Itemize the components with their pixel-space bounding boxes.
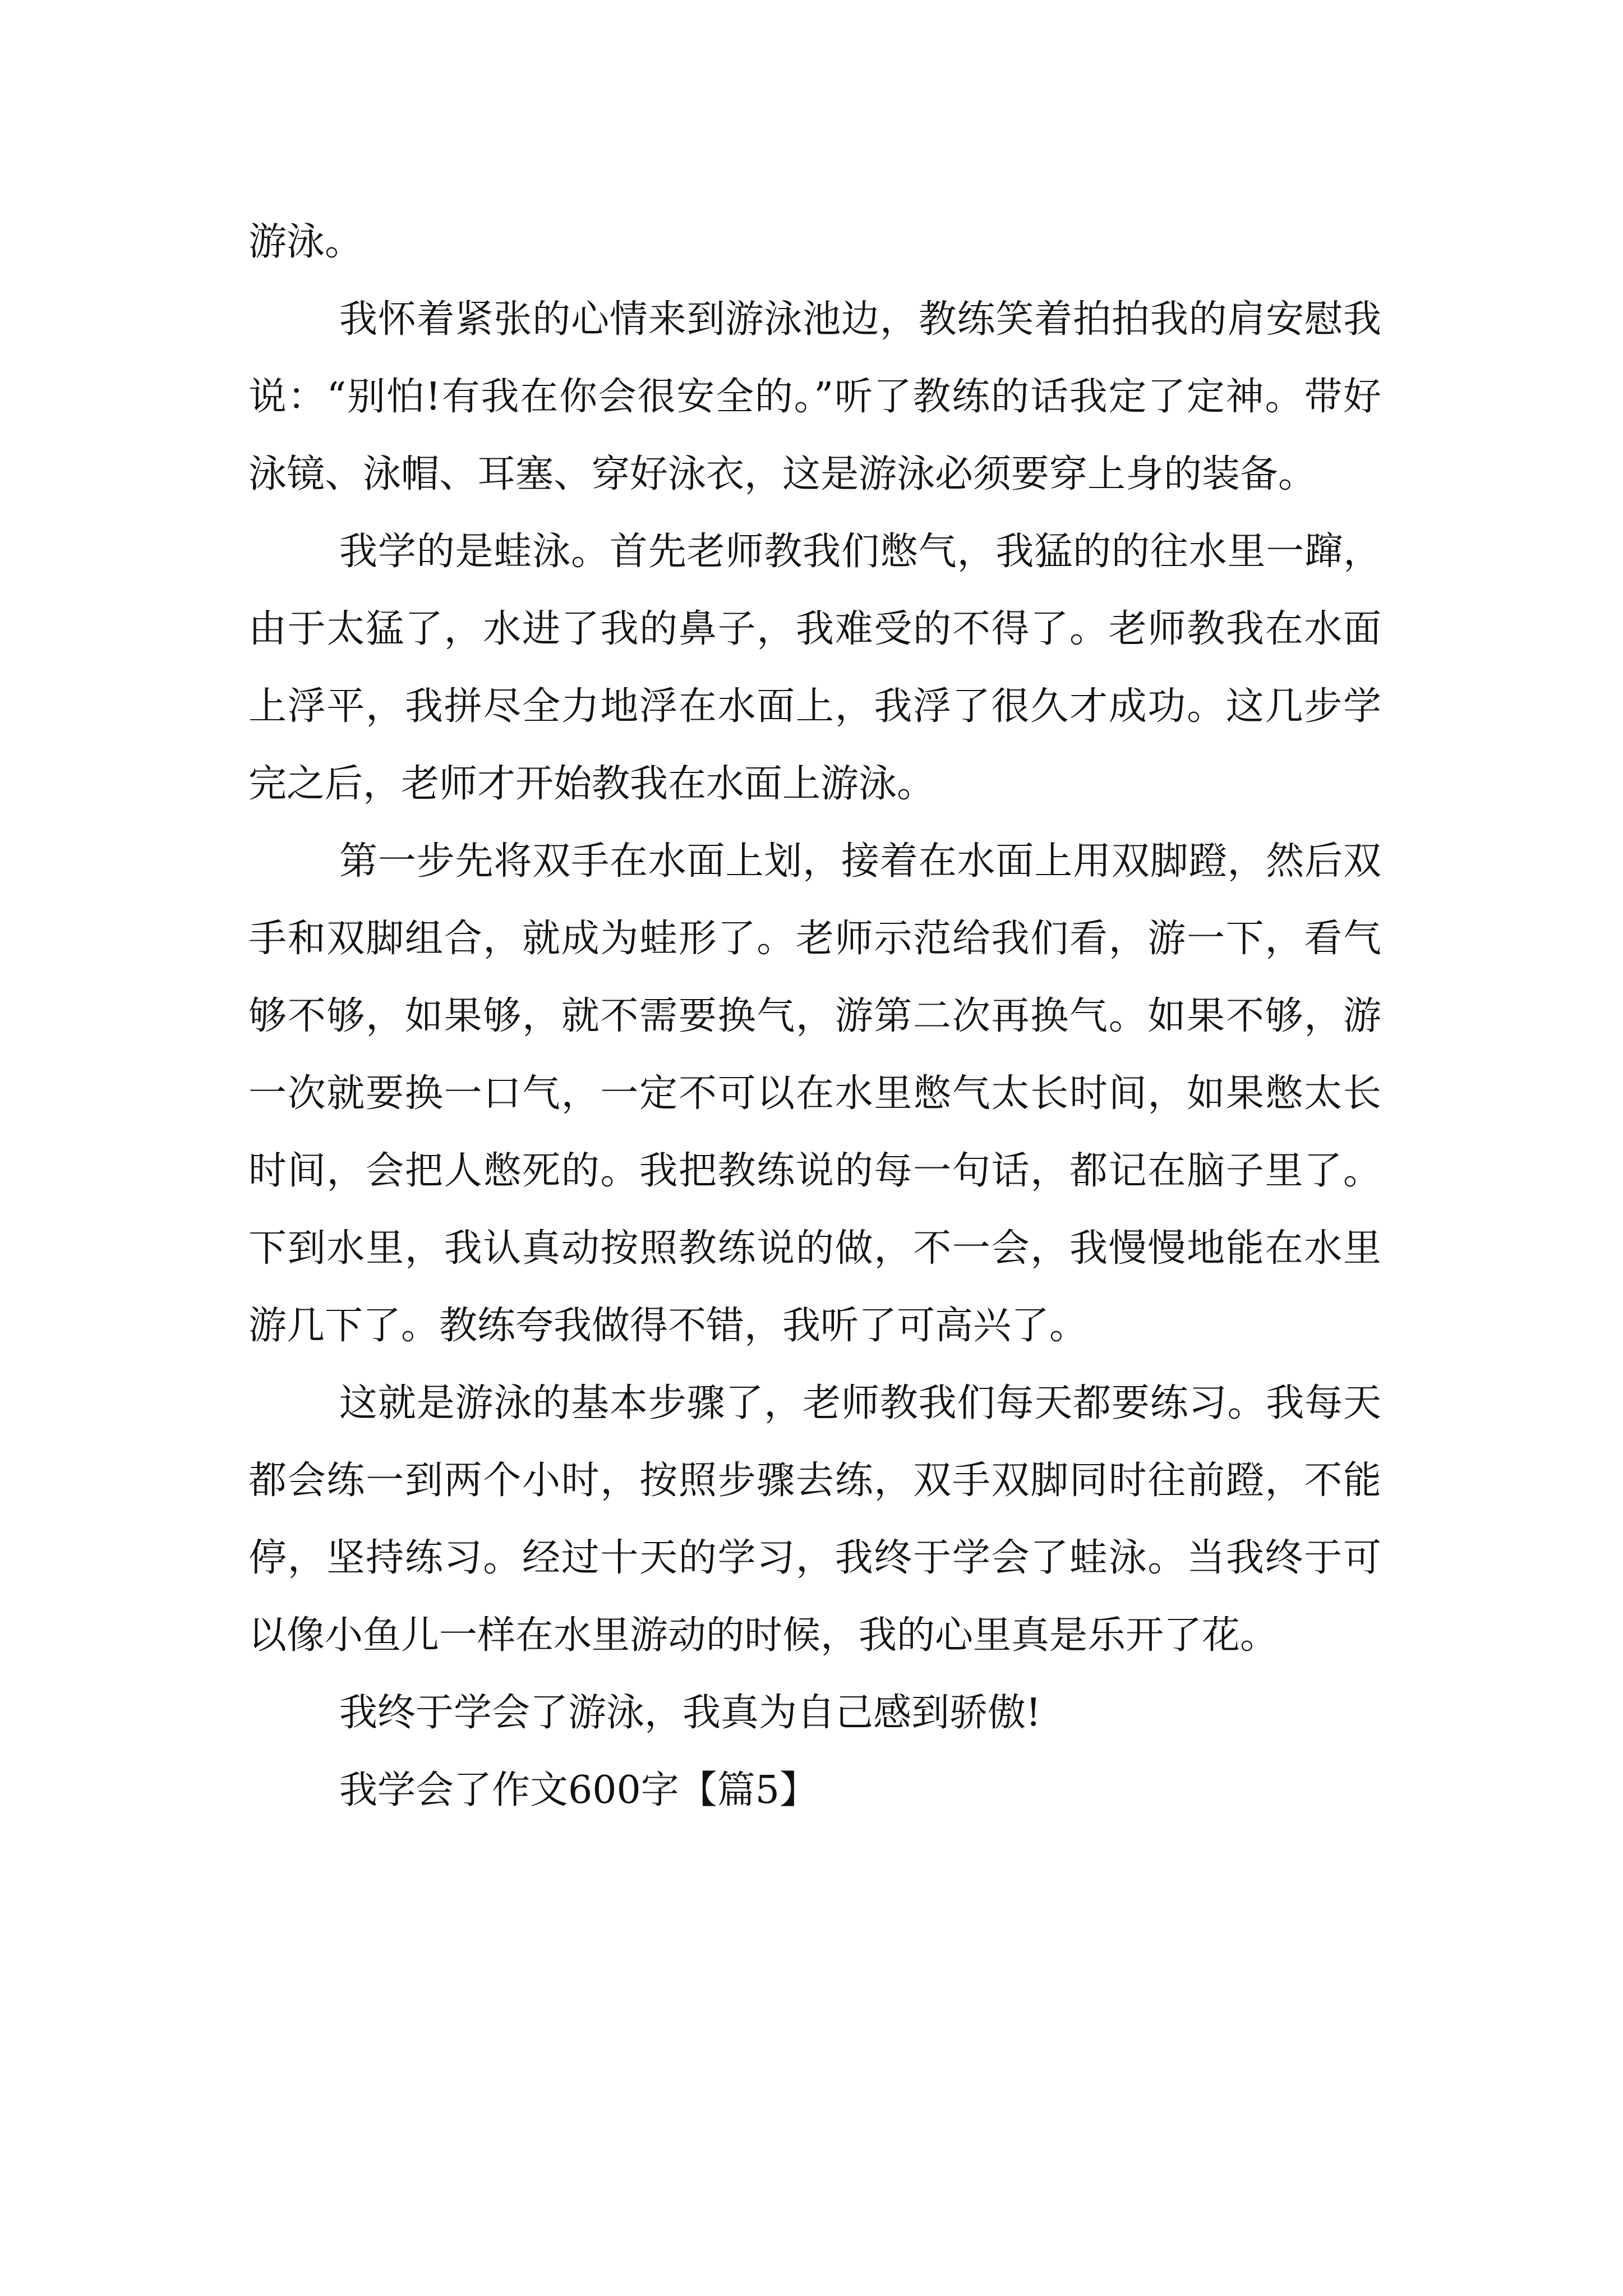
paragraph-continuation: 游泳。	[248, 220, 363, 264]
document-page	[248, 204, 1381, 1829]
paragraph-conclusion: 我终于学会了游泳，我真为自己感到骄傲!	[339, 1691, 1041, 1735]
section-heading: 我学会了作文600字【篇5】	[339, 1768, 818, 1812]
paragraph-practice: 这就是游泳的基本步骤了，老师教我们每天都要练习。我每天都会练一到两个小时，按照步骤去练，双手双脚同时往前蹬，不能停，坚持练习。经过十天的学习，我终于学会了蛙泳。当我终于可以像小鱼儿一样在水里游动的时候，我的心里真是乐开了花。	[248, 1381, 1381, 1658]
paragraph-arrival: 我怀着紧张的心情来到游泳池边，教练笑着拍拍我的肩安慰我说：“别怕!有我在你会很安全的。”听了教练的话我定了定神。带好泳镜、泳帽、耳塞、穿好泳衣，这是游泳必须要穿上身的装备。	[248, 297, 1381, 496]
paragraph-steps: 第一步先将双手在水面上划，接着在水面上用双脚蹬，然后双手和双脚组合，就成为蛙形了。老师示范给我们看，游一下，看气够不够，如果够，就不需要换气，游第二次再换气。如果不够，游一次就要换一口气，一定不可以在水里憋气太长时间，如果憋太长时间，会把人憋死的。我把教练说的每一句话，都记在脑子里了。下到水里，我认真动按照教练说的做，不一会，我慢慢地能在水里游几下了。教练夸我做得不错，我听了可高兴了。	[248, 839, 1381, 1348]
paragraph-breaststroke: 我学的是蛙泳。首先老师教我们憋气，我猛的的往水里一蹿，由于太猛了，水进了我的鼻子，我难受的不得了。老师教我在水面上浮平，我拼尽全力地浮在水面上，我浮了很久才成功。这几步学完之后，老师才开始教我在水面上游泳。	[248, 530, 1381, 806]
